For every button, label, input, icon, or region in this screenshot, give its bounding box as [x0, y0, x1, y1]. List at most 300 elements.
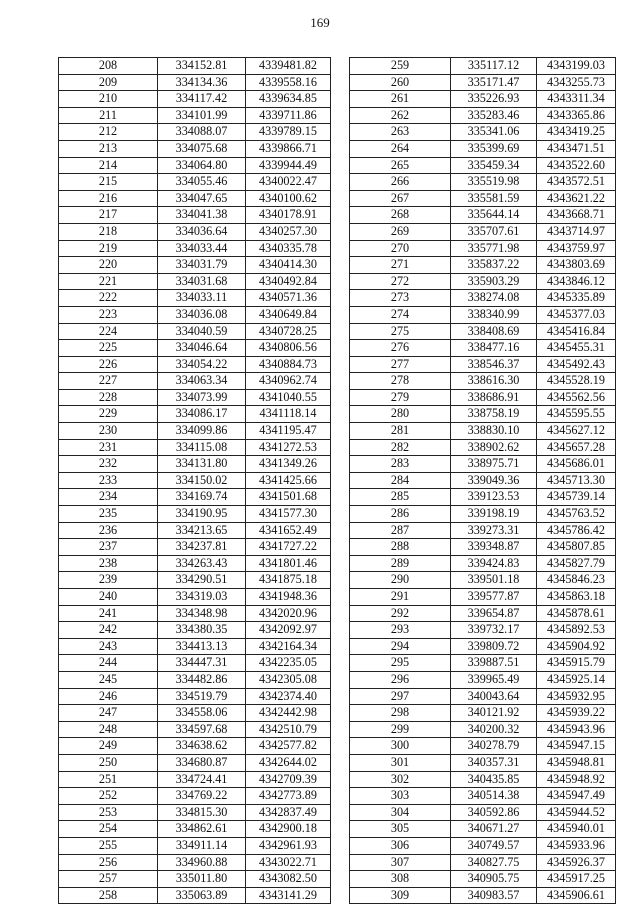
- point-number-cell: 276: [350, 340, 451, 357]
- table-row: [350, 340, 616, 357]
- point-number-cell: 281: [350, 423, 451, 440]
- y-coordinate-cell: 4345915.79: [537, 655, 616, 672]
- table-row: [59, 837, 331, 854]
- point-number-cell: 210: [59, 91, 158, 108]
- y-coordinate-cell: 4345932.95: [537, 688, 616, 705]
- y-coordinate-cell: 4345939.22: [537, 705, 616, 722]
- table-row: [59, 456, 331, 473]
- y-coordinate-cell: 4343522.60: [537, 157, 616, 174]
- y-coordinate-cell: 4341875.18: [246, 572, 331, 589]
- point-number-cell: 286: [350, 506, 451, 523]
- point-number-cell: 237: [59, 539, 158, 556]
- point-number-cell: 268: [350, 207, 451, 224]
- table-row: [350, 124, 616, 141]
- point-number-cell: 271: [350, 257, 451, 274]
- point-number-cell: 252: [59, 788, 158, 805]
- x-coordinate-cell: 334064.80: [158, 157, 246, 174]
- x-coordinate-cell: 334290.51: [158, 572, 246, 589]
- point-number-cell: 257: [59, 871, 158, 888]
- x-coordinate-cell: 340121.92: [451, 705, 537, 722]
- x-coordinate-cell: 334213.65: [158, 522, 246, 539]
- table-row: [350, 589, 616, 606]
- point-number-cell: 306: [350, 837, 451, 854]
- y-coordinate-cell: 4343311.34: [537, 91, 616, 108]
- x-coordinate-cell: 340043.64: [451, 688, 537, 705]
- x-coordinate-cell: 340827.75: [451, 854, 537, 871]
- y-coordinate-cell: 4343419.25: [537, 124, 616, 141]
- y-coordinate-cell: 4345595.55: [537, 406, 616, 423]
- x-coordinate-cell: 338830.10: [451, 423, 537, 440]
- table-row: [350, 771, 616, 788]
- table-row: [350, 887, 616, 904]
- y-coordinate-cell: 4341349.26: [246, 456, 331, 473]
- x-coordinate-cell: 340749.57: [451, 837, 537, 854]
- x-coordinate-cell: 334558.06: [158, 705, 246, 722]
- x-coordinate-cell: 334348.98: [158, 605, 246, 622]
- table-row: [59, 871, 331, 888]
- table-row: [59, 506, 331, 523]
- y-coordinate-cell: 4342092.97: [246, 622, 331, 639]
- table-row: [59, 74, 331, 91]
- x-coordinate-cell: 334413.13: [158, 638, 246, 655]
- table-row: [59, 522, 331, 539]
- table-row: [59, 207, 331, 224]
- x-coordinate-cell: 334169.74: [158, 489, 246, 506]
- table-row: [59, 671, 331, 688]
- table-row: [350, 821, 616, 838]
- table-row: [350, 74, 616, 91]
- table-row: [59, 788, 331, 805]
- x-coordinate-cell: 334482.86: [158, 671, 246, 688]
- table-row: [59, 107, 331, 124]
- table-row: [59, 622, 331, 639]
- point-number-cell: 260: [350, 74, 451, 91]
- table-row: [59, 489, 331, 506]
- x-coordinate-cell: 338340.99: [451, 306, 537, 323]
- table-row: [350, 754, 616, 771]
- y-coordinate-cell: 4342020.96: [246, 605, 331, 622]
- table-row: [350, 539, 616, 556]
- table-row: [59, 257, 331, 274]
- x-coordinate-cell: 334054.22: [158, 356, 246, 373]
- y-coordinate-cell: 4340022.47: [246, 174, 331, 191]
- table-row: [59, 771, 331, 788]
- y-coordinate-cell: 4342577.82: [246, 738, 331, 755]
- table-row: [350, 223, 616, 240]
- table-row: [59, 157, 331, 174]
- x-coordinate-cell: 335399.69: [451, 140, 537, 157]
- table-row: [59, 754, 331, 771]
- table-row: [59, 887, 331, 904]
- table-row: [59, 705, 331, 722]
- y-coordinate-cell: 4341195.47: [246, 423, 331, 440]
- x-coordinate-cell: 334033.11: [158, 290, 246, 307]
- point-number-cell: 223: [59, 306, 158, 323]
- table-row: [350, 157, 616, 174]
- y-coordinate-cell: 4340100.62: [246, 190, 331, 207]
- y-coordinate-cell: 4341727.22: [246, 539, 331, 556]
- y-coordinate-cell: 4345947.49: [537, 788, 616, 805]
- x-coordinate-cell: 334117.42: [158, 91, 246, 108]
- y-coordinate-cell: 4345657.28: [537, 439, 616, 456]
- table-row: [350, 572, 616, 589]
- y-coordinate-cell: 4342900.18: [246, 821, 331, 838]
- point-number-cell: 280: [350, 406, 451, 423]
- y-coordinate-cell: 4342305.08: [246, 671, 331, 688]
- y-coordinate-cell: 4341577.30: [246, 506, 331, 523]
- x-coordinate-cell: 334190.95: [158, 506, 246, 523]
- y-coordinate-cell: 4341425.66: [246, 472, 331, 489]
- table-row: [59, 638, 331, 655]
- table-row: [59, 655, 331, 672]
- table-row: [59, 389, 331, 406]
- x-coordinate-cell: 334152.81: [158, 58, 246, 75]
- y-coordinate-cell: 4345686.01: [537, 456, 616, 473]
- point-number-cell: 265: [350, 157, 451, 174]
- x-coordinate-cell: 338758.19: [451, 406, 537, 423]
- x-coordinate-cell: 334040.59: [158, 323, 246, 340]
- table-row: [59, 589, 331, 606]
- x-coordinate-cell: 334036.08: [158, 306, 246, 323]
- x-coordinate-cell: 338616.30: [451, 373, 537, 390]
- table-row: [350, 207, 616, 224]
- y-coordinate-cell: 4341948.36: [246, 589, 331, 606]
- point-number-cell: 259: [350, 58, 451, 75]
- table-row: [350, 107, 616, 124]
- point-number-cell: 248: [59, 721, 158, 738]
- table-row: [350, 290, 616, 307]
- y-coordinate-cell: 4339711.86: [246, 107, 331, 124]
- table-row: [59, 190, 331, 207]
- y-coordinate-cell: 4342164.34: [246, 638, 331, 655]
- y-coordinate-cell: 4345335.89: [537, 290, 616, 307]
- point-number-cell: 242: [59, 622, 158, 639]
- point-number-cell: 301: [350, 754, 451, 771]
- x-coordinate-cell: 339348.87: [451, 539, 537, 556]
- y-coordinate-cell: 4339944.49: [246, 157, 331, 174]
- y-coordinate-cell: 4343668.71: [537, 207, 616, 224]
- x-coordinate-cell: 335644.14: [451, 207, 537, 224]
- point-number-cell: 221: [59, 273, 158, 290]
- point-number-cell: 241: [59, 605, 158, 622]
- x-coordinate-cell: 334815.30: [158, 804, 246, 821]
- point-number-cell: 245: [59, 671, 158, 688]
- point-number-cell: 208: [59, 58, 158, 75]
- point-number-cell: 254: [59, 821, 158, 838]
- y-coordinate-cell: 4343759.97: [537, 240, 616, 257]
- point-number-cell: 300: [350, 738, 451, 755]
- y-coordinate-cell: 4343082.50: [246, 871, 331, 888]
- x-coordinate-cell: 334911.14: [158, 837, 246, 854]
- table-row: [350, 622, 616, 639]
- table-row: [350, 472, 616, 489]
- point-number-cell: 214: [59, 157, 158, 174]
- point-number-cell: 278: [350, 373, 451, 390]
- point-number-cell: 297: [350, 688, 451, 705]
- x-coordinate-cell: 334597.68: [158, 721, 246, 738]
- point-number-cell: 288: [350, 539, 451, 556]
- x-coordinate-cell: 339654.87: [451, 605, 537, 622]
- x-coordinate-cell: 338274.08: [451, 290, 537, 307]
- table-row: [350, 671, 616, 688]
- x-coordinate-cell: 334638.62: [158, 738, 246, 755]
- table-body: [350, 58, 616, 904]
- point-number-cell: 230: [59, 423, 158, 440]
- y-coordinate-cell: 4345940.01: [537, 821, 616, 838]
- table-row: [59, 738, 331, 755]
- table-row: [59, 240, 331, 257]
- y-coordinate-cell: 4341272.53: [246, 439, 331, 456]
- y-coordinate-cell: 4343365.86: [537, 107, 616, 124]
- x-coordinate-cell: 334862.61: [158, 821, 246, 838]
- y-coordinate-cell: 4341118.14: [246, 406, 331, 423]
- x-coordinate-cell: 334680.87: [158, 754, 246, 771]
- x-coordinate-cell: 334380.35: [158, 622, 246, 639]
- table-row: [59, 58, 331, 75]
- x-coordinate-cell: 334099.86: [158, 423, 246, 440]
- point-number-cell: 295: [350, 655, 451, 672]
- y-coordinate-cell: 4340492.84: [246, 273, 331, 290]
- table-row: [350, 373, 616, 390]
- table-row: [59, 373, 331, 390]
- point-number-cell: 220: [59, 257, 158, 274]
- point-number-cell: 236: [59, 522, 158, 539]
- point-number-cell: 246: [59, 688, 158, 705]
- point-number-cell: 235: [59, 506, 158, 523]
- table-row: [59, 572, 331, 589]
- point-number-cell: 269: [350, 223, 451, 240]
- point-number-cell: 256: [59, 854, 158, 871]
- point-number-cell: 272: [350, 273, 451, 290]
- point-number-cell: 289: [350, 555, 451, 572]
- x-coordinate-cell: 340514.38: [451, 788, 537, 805]
- point-number-cell: 243: [59, 638, 158, 655]
- x-coordinate-cell: 334237.81: [158, 539, 246, 556]
- y-coordinate-cell: 4343714.97: [537, 223, 616, 240]
- y-coordinate-cell: 4343141.29: [246, 887, 331, 904]
- x-coordinate-cell: 338477.16: [451, 340, 537, 357]
- point-number-cell: 291: [350, 589, 451, 606]
- x-coordinate-cell: 335581.59: [451, 190, 537, 207]
- coordinates-table-right: [349, 57, 616, 904]
- y-coordinate-cell: 4341040.55: [246, 389, 331, 406]
- table-row: [59, 605, 331, 622]
- y-coordinate-cell: 4341801.46: [246, 555, 331, 572]
- y-coordinate-cell: 4343846.12: [537, 273, 616, 290]
- table-row: [59, 854, 331, 871]
- x-coordinate-cell: 339049.36: [451, 472, 537, 489]
- table-row: [59, 821, 331, 838]
- y-coordinate-cell: 4345528.19: [537, 373, 616, 390]
- table-row: [350, 506, 616, 523]
- x-coordinate-cell: 339887.51: [451, 655, 537, 672]
- x-coordinate-cell: 334134.36: [158, 74, 246, 91]
- x-coordinate-cell: 334447.31: [158, 655, 246, 672]
- x-coordinate-cell: 338546.37: [451, 356, 537, 373]
- coordinates-table-left: [58, 57, 331, 904]
- y-coordinate-cell: 4345763.52: [537, 506, 616, 523]
- y-coordinate-cell: 4341501.68: [246, 489, 331, 506]
- table-row: [59, 223, 331, 240]
- point-number-cell: 250: [59, 754, 158, 771]
- x-coordinate-cell: 334055.46: [158, 174, 246, 191]
- point-number-cell: 244: [59, 655, 158, 672]
- y-coordinate-cell: 4339481.82: [246, 58, 331, 75]
- table-row: [59, 539, 331, 556]
- y-coordinate-cell: 4340257.30: [246, 223, 331, 240]
- table-row: [59, 423, 331, 440]
- x-coordinate-cell: 334131.80: [158, 456, 246, 473]
- table-row: [350, 638, 616, 655]
- y-coordinate-cell: 4340806.56: [246, 340, 331, 357]
- table-row: [59, 804, 331, 821]
- point-number-cell: 212: [59, 124, 158, 141]
- point-number-cell: 218: [59, 223, 158, 240]
- point-number-cell: 217: [59, 207, 158, 224]
- y-coordinate-cell: 4343022.71: [246, 854, 331, 871]
- y-coordinate-cell: 4339789.15: [246, 124, 331, 141]
- table-body: [59, 58, 331, 904]
- x-coordinate-cell: 335226.93: [451, 91, 537, 108]
- y-coordinate-cell: 4343572.51: [537, 174, 616, 191]
- y-coordinate-cell: 4345925.14: [537, 671, 616, 688]
- y-coordinate-cell: 4345892.53: [537, 622, 616, 639]
- point-number-cell: 213: [59, 140, 158, 157]
- y-coordinate-cell: 4345846.23: [537, 572, 616, 589]
- table-row: [350, 655, 616, 672]
- x-coordinate-cell: 339424.83: [451, 555, 537, 572]
- table-row: [59, 91, 331, 108]
- x-coordinate-cell: 334041.38: [158, 207, 246, 224]
- x-coordinate-cell: 335519.98: [451, 174, 537, 191]
- x-coordinate-cell: 340983.57: [451, 887, 537, 904]
- y-coordinate-cell: 4340571.36: [246, 290, 331, 307]
- x-coordinate-cell: 340357.31: [451, 754, 537, 771]
- x-coordinate-cell: 334769.22: [158, 788, 246, 805]
- y-coordinate-cell: 4345948.81: [537, 754, 616, 771]
- point-number-cell: 258: [59, 887, 158, 904]
- x-coordinate-cell: 334031.79: [158, 257, 246, 274]
- point-number-cell: 293: [350, 622, 451, 639]
- x-coordinate-cell: 334263.43: [158, 555, 246, 572]
- point-number-cell: 234: [59, 489, 158, 506]
- point-number-cell: 282: [350, 439, 451, 456]
- table-row: [350, 273, 616, 290]
- point-number-cell: 238: [59, 555, 158, 572]
- x-coordinate-cell: 334319.03: [158, 589, 246, 606]
- table-row: [350, 721, 616, 738]
- point-number-cell: 231: [59, 439, 158, 456]
- y-coordinate-cell: 4339866.71: [246, 140, 331, 157]
- x-coordinate-cell: 335283.46: [451, 107, 537, 124]
- x-coordinate-cell: 338902.62: [451, 439, 537, 456]
- point-number-cell: 249: [59, 738, 158, 755]
- x-coordinate-cell: 335117.12: [451, 58, 537, 75]
- x-coordinate-cell: 334075.68: [158, 140, 246, 157]
- y-coordinate-cell: 4345786.42: [537, 522, 616, 539]
- y-coordinate-cell: 4339634.85: [246, 91, 331, 108]
- y-coordinate-cell: 4342510.79: [246, 721, 331, 738]
- point-number-cell: 285: [350, 489, 451, 506]
- x-coordinate-cell: 335171.47: [451, 74, 537, 91]
- x-coordinate-cell: 339965.49: [451, 671, 537, 688]
- x-coordinate-cell: 335459.34: [451, 157, 537, 174]
- table-row: [59, 555, 331, 572]
- x-coordinate-cell: 340435.85: [451, 771, 537, 788]
- point-number-cell: 240: [59, 589, 158, 606]
- x-coordinate-cell: 335063.89: [158, 887, 246, 904]
- x-coordinate-cell: 334086.17: [158, 406, 246, 423]
- point-number-cell: 225: [59, 340, 158, 357]
- table-row: [59, 688, 331, 705]
- table-row: [59, 140, 331, 157]
- x-coordinate-cell: 339501.18: [451, 572, 537, 589]
- point-number-cell: 219: [59, 240, 158, 257]
- point-number-cell: 228: [59, 389, 158, 406]
- point-number-cell: 277: [350, 356, 451, 373]
- x-coordinate-cell: 334150.02: [158, 472, 246, 489]
- point-number-cell: 215: [59, 174, 158, 191]
- table-row: [350, 356, 616, 373]
- table-row: [350, 389, 616, 406]
- point-number-cell: 247: [59, 705, 158, 722]
- y-coordinate-cell: 4345713.30: [537, 472, 616, 489]
- table-row: [350, 738, 616, 755]
- y-coordinate-cell: 4345739.14: [537, 489, 616, 506]
- table-row: [350, 605, 616, 622]
- point-number-cell: 309: [350, 887, 451, 904]
- point-number-cell: 287: [350, 522, 451, 539]
- table-row: [350, 456, 616, 473]
- point-number-cell: 216: [59, 190, 158, 207]
- table-row: [59, 323, 331, 340]
- y-coordinate-cell: 4345926.37: [537, 854, 616, 871]
- x-coordinate-cell: 334960.88: [158, 854, 246, 871]
- table-row: [350, 439, 616, 456]
- y-coordinate-cell: 4345944.52: [537, 804, 616, 821]
- point-number-cell: 251: [59, 771, 158, 788]
- x-coordinate-cell: 338686.91: [451, 389, 537, 406]
- x-coordinate-cell: 334115.08: [158, 439, 246, 456]
- point-number-cell: 227: [59, 373, 158, 390]
- y-coordinate-cell: 4342837.49: [246, 804, 331, 821]
- x-coordinate-cell: 340200.32: [451, 721, 537, 738]
- point-number-cell: 267: [350, 190, 451, 207]
- y-coordinate-cell: 4345492.43: [537, 356, 616, 373]
- table-row: [59, 273, 331, 290]
- y-coordinate-cell: 4345933.96: [537, 837, 616, 854]
- point-number-cell: 274: [350, 306, 451, 323]
- point-number-cell: 290: [350, 572, 451, 589]
- point-number-cell: 226: [59, 356, 158, 373]
- x-coordinate-cell: 334519.79: [158, 688, 246, 705]
- y-coordinate-cell: 4345455.31: [537, 340, 616, 357]
- table-row: [59, 340, 331, 357]
- x-coordinate-cell: 334031.68: [158, 273, 246, 290]
- x-coordinate-cell: 339809.72: [451, 638, 537, 655]
- x-coordinate-cell: 340905.75: [451, 871, 537, 888]
- x-coordinate-cell: 339732.17: [451, 622, 537, 639]
- table-row: [59, 356, 331, 373]
- y-coordinate-cell: 4342374.40: [246, 688, 331, 705]
- point-number-cell: 299: [350, 721, 451, 738]
- y-coordinate-cell: 4345416.84: [537, 323, 616, 340]
- y-coordinate-cell: 4340335.78: [246, 240, 331, 257]
- point-number-cell: 303: [350, 788, 451, 805]
- table-row: [350, 555, 616, 572]
- table-row: [350, 174, 616, 191]
- y-coordinate-cell: 4342644.02: [246, 754, 331, 771]
